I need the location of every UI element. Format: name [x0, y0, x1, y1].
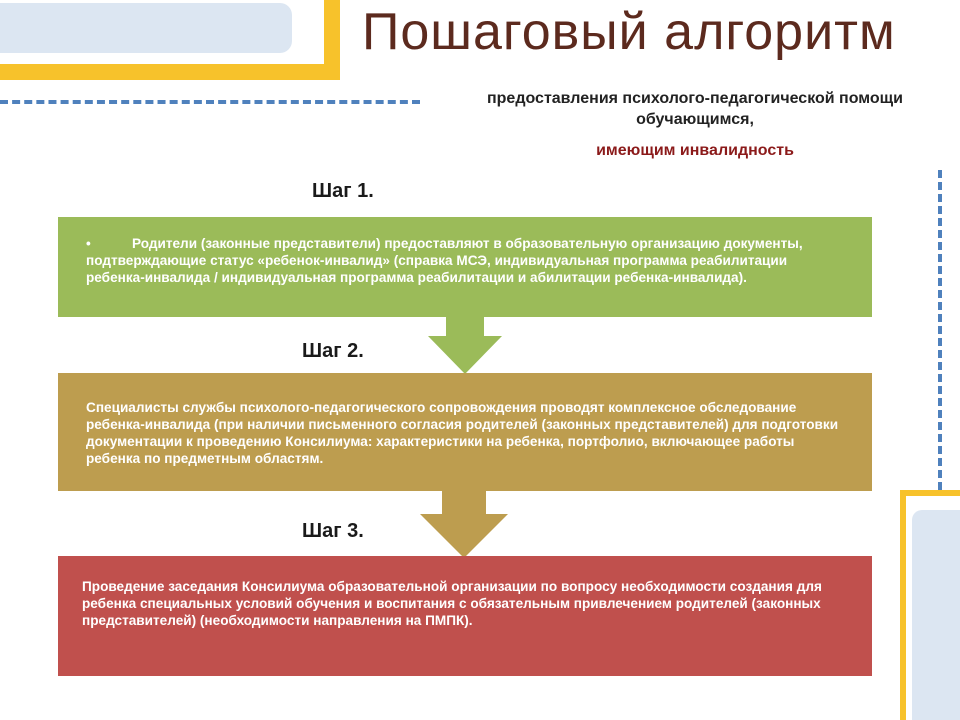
page-title: Пошаговый алгоритм [362, 3, 896, 61]
decor-dashed-line-vertical [938, 170, 942, 490]
subtitle-line-2: имеющим инвалидность [596, 142, 794, 159]
step-1-label: Шаг 1. [312, 180, 374, 202]
step-2-label: Шаг 2. [302, 340, 364, 362]
decor-panel-top-left [0, 3, 292, 53]
step-2-box [58, 373, 872, 491]
step-3-label: Шаг 3. [302, 520, 364, 542]
arrow-down-icon [420, 490, 508, 558]
subtitle-line-1: предоставления психолого-педагогической помощи обучающимся, [486, 90, 904, 128]
arrow-down-icon [428, 316, 502, 374]
decor-dashed-line-horizontal [0, 100, 420, 104]
bullet-icon: • [86, 236, 91, 251]
step-1-text: Родители (законные представители) предоставляют в образовательную организацию документы, подтверждающие статус «ребенок-инвалид» (справка МСЭ, индивидуальная программа реабилитации ребенка-инвалида / индивидуальная программа реабилитации и абилитации ребенка-инвалида). [86, 236, 803, 285]
step-3-box [58, 556, 872, 676]
decor-panel-bottom-right [912, 510, 960, 720]
step-1-box [58, 217, 872, 317]
step-2-text: Специалисты службы психолого-педагогического сопровождения проводят комплексное обследование ребенка-инвалида (при наличии письменного согласия родителей (законных представителей) для подготовки документации к проведению Консилиума: характеристики на ребенка, портфолио, включающее работы ребенка по предметным областям. [86, 400, 839, 466]
step-3-text: Проведение заседания Консилиума образовательной организации по вопросу необходимости создания для ребенка специальных условий обучения и воспитания с обязательным привлечением родителей (законных представителей) (необходимости направления на ПМПК). [82, 579, 822, 628]
